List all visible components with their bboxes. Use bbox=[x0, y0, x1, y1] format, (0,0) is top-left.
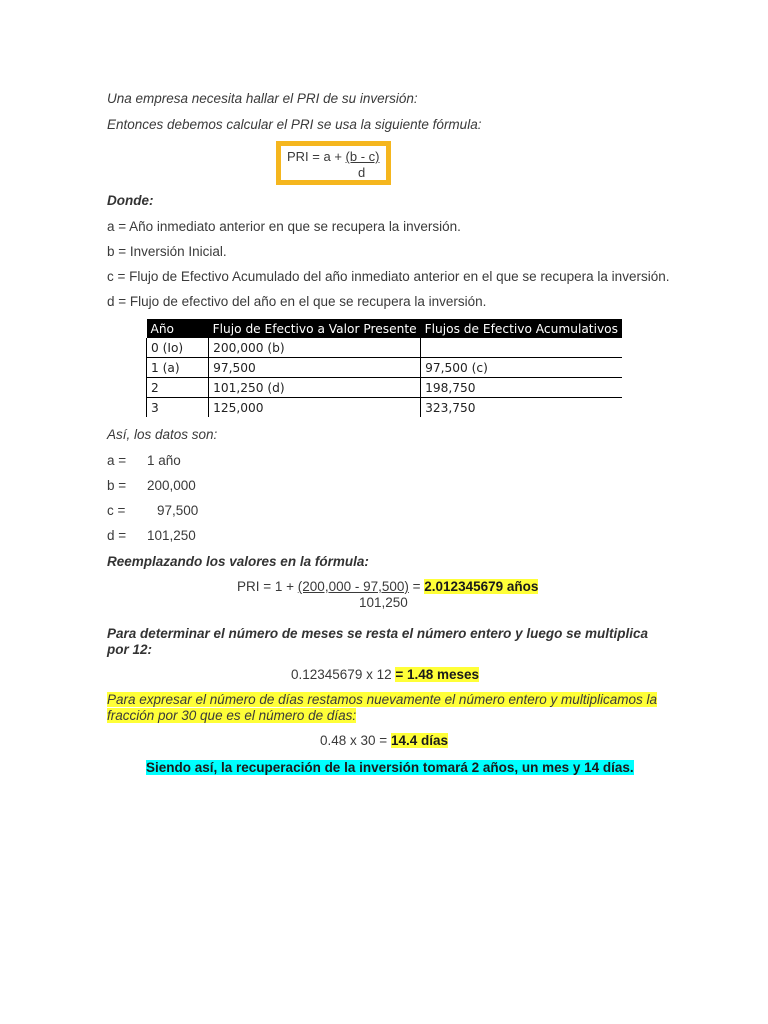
table-cell: 97,500 (c) bbox=[421, 358, 622, 378]
definition-d: d = Flujo de efectivo del año en el que se recupera la inversión. bbox=[107, 294, 487, 309]
table-cell: 200,000 (b) bbox=[209, 338, 421, 358]
conclusion-text: Siendo así, la recuperación de la inversión tomará 2 años, un mes y 14 días. bbox=[146, 760, 634, 775]
value-c: 97,500 bbox=[157, 503, 199, 518]
table-cell: 101,250 (d) bbox=[209, 378, 421, 398]
months-expr: 0.12345679 x 12 bbox=[291, 667, 396, 682]
cash-flow-table bbox=[146, 319, 622, 417]
days-heading-text: Para expresar el número de días restamos nuevamente el número entero y multiplicamos la fracción por 30 que es el número de días: bbox=[107, 692, 658, 723]
days-heading bbox=[107, 692, 667, 724]
formula-denominator: d bbox=[358, 165, 366, 180]
value-b: 200,000 bbox=[147, 478, 196, 493]
table-cell: 1 (a) bbox=[147, 358, 209, 378]
months-result: = 1.48 meses bbox=[395, 667, 480, 682]
replace-heading: Reemplazando los valores en la fórmula: bbox=[107, 554, 369, 569]
table-header-present-value: Flujo de Efectivo a Valor Presente bbox=[209, 319, 421, 338]
days-expr: 0.48 x 30 = bbox=[320, 733, 391, 748]
intro-line-2: Entonces debemos calcular el PRI se usa la siguiente fórmula: bbox=[107, 117, 482, 132]
value-c-label: c = bbox=[107, 503, 126, 518]
table-cell: 125,000 bbox=[209, 398, 421, 418]
table-cell: 2 bbox=[147, 378, 209, 398]
definition-a: a = Año inmediato anterior en que se recupera la inversión. bbox=[107, 219, 461, 234]
replace-result: 2.012345679 años bbox=[424, 579, 539, 594]
table-row bbox=[147, 378, 623, 398]
months-formula bbox=[291, 667, 479, 682]
value-a-label: a = bbox=[107, 453, 127, 468]
formula-numerator-line bbox=[287, 149, 380, 164]
replace-lhs: PRI = 1 + bbox=[237, 579, 298, 594]
days-formula bbox=[320, 733, 448, 748]
table-cell: 97,500 bbox=[209, 358, 421, 378]
conclusion bbox=[146, 760, 634, 775]
table-cell bbox=[421, 338, 622, 358]
values-heading: Así, los datos son: bbox=[107, 427, 218, 442]
table-cell: 0 (Io) bbox=[147, 338, 209, 358]
table-row bbox=[147, 358, 623, 378]
table-cell: 3 bbox=[147, 398, 209, 418]
value-d-label: d = bbox=[107, 528, 127, 543]
replace-denominator: 101,250 bbox=[359, 595, 408, 610]
table-cell: 323,750 bbox=[421, 398, 622, 418]
value-d: 101,250 bbox=[147, 528, 196, 543]
formula-box bbox=[276, 141, 391, 185]
value-a: 1 año bbox=[147, 453, 181, 468]
table-row bbox=[147, 338, 623, 358]
months-heading: Para determinar el número de meses se resta el número entero y luego se multiplica por 12: bbox=[107, 626, 648, 657]
table-cell: 198,750 bbox=[421, 378, 622, 398]
definition-b: b = Inversión Inicial. bbox=[107, 244, 227, 259]
table-row bbox=[147, 398, 623, 418]
replace-numerator: (200,000 - 97,500) bbox=[297, 579, 409, 594]
value-b-label: b = bbox=[107, 478, 127, 493]
days-result: 14.4 días bbox=[390, 733, 448, 748]
formula-numerator: (b - c) bbox=[345, 149, 380, 164]
table-header-row bbox=[147, 319, 623, 338]
table-header-year: Año bbox=[147, 319, 209, 338]
definition-c: c = Flujo de Efectivo Acumulado del año inmediato anterior en el que se recupera la inversión. bbox=[107, 269, 670, 284]
replace-formula bbox=[237, 579, 538, 594]
formula-lhs: PRI = a + bbox=[287, 149, 346, 164]
replace-equals: = bbox=[408, 579, 425, 594]
definitions-heading: Donde: bbox=[107, 193, 154, 208]
intro-line-1: Una empresa necesita hallar el PRI de su inversión: bbox=[107, 91, 418, 106]
table-header-cumulative: Flujos de Efectivo Acumulativos bbox=[421, 319, 622, 338]
